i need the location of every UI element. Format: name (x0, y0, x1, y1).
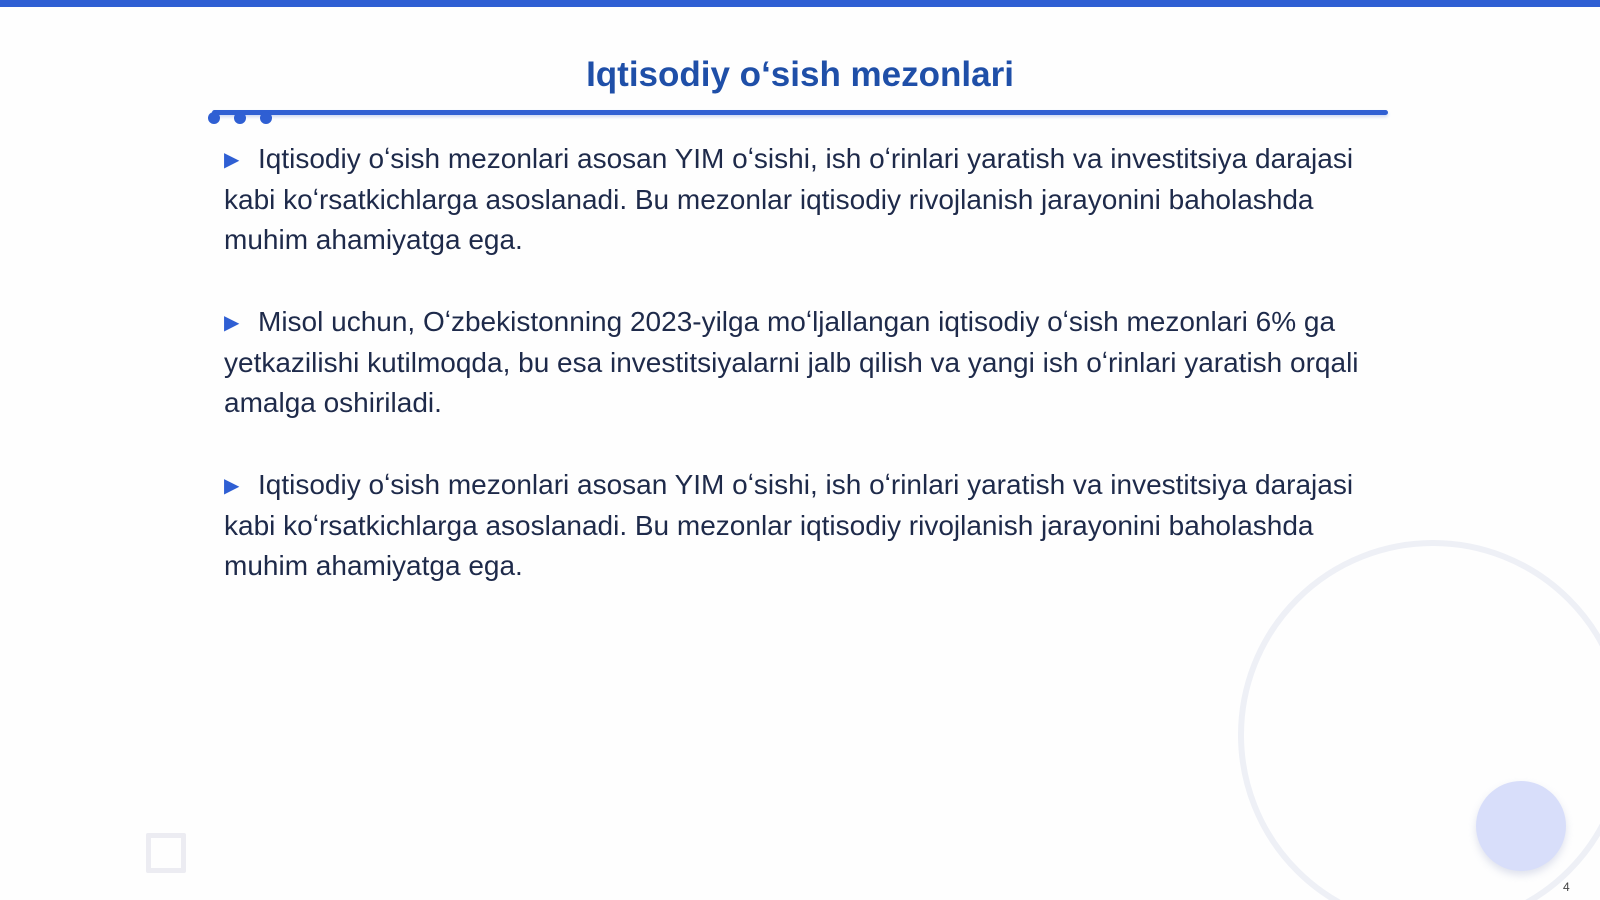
bullet-item (224, 302, 1384, 423)
decorative-square (146, 833, 186, 873)
bullet-text: Misol uchun, Oʻzbekistonning 2023-yilga moʻljallangan iqtisodiy oʻsish mezonlari 6% ga yetkazilishi kutilmoqda, bu esa investitsiyalarni jalb qilish va yangi ish oʻrinlari yaratish orqali amalga oshiriladi. (224, 306, 1359, 418)
decorative-dot (260, 112, 272, 124)
slide-title: Iqtisodiy oʻsish mezonlari (586, 55, 1014, 94)
bullet-item (224, 139, 1384, 260)
decorative-dot (234, 112, 246, 124)
play-triangle-icon: ▶ (224, 312, 240, 334)
bullet-text: Iqtisodiy oʻsish mezonlari asosan YIM oʻsishi, ish oʻrinlari yaratish va investitsiya darajasi kabi koʻrsatkichlarga asoslanadi. Bu mezonlar iqtisodiy rivojlanish jarayonini baholashda muhim ahamiyatga ega. (224, 469, 1354, 581)
bullet-text: Iqtisodiy oʻsish mezonlari asosan YIM oʻsishi, ish oʻrinlari yaratish va investitsiya darajasi kabi koʻrsatkichlarga asoslanadi. Bu mezonlar iqtisodiy rivojlanish jarayonini baholashda muhim ahamiyatga ega. (224, 143, 1354, 255)
decorative-dot (208, 112, 220, 124)
bullet-item (224, 465, 1384, 586)
play-triangle-icon: ▶ (224, 149, 240, 171)
play-triangle-icon: ▶ (224, 475, 240, 497)
decorative-circle (1476, 781, 1566, 871)
bullet-list (224, 139, 1384, 628)
page-number: 4 (1563, 880, 1570, 894)
top-accent-bar (0, 0, 1600, 7)
title-underline (212, 110, 1388, 115)
